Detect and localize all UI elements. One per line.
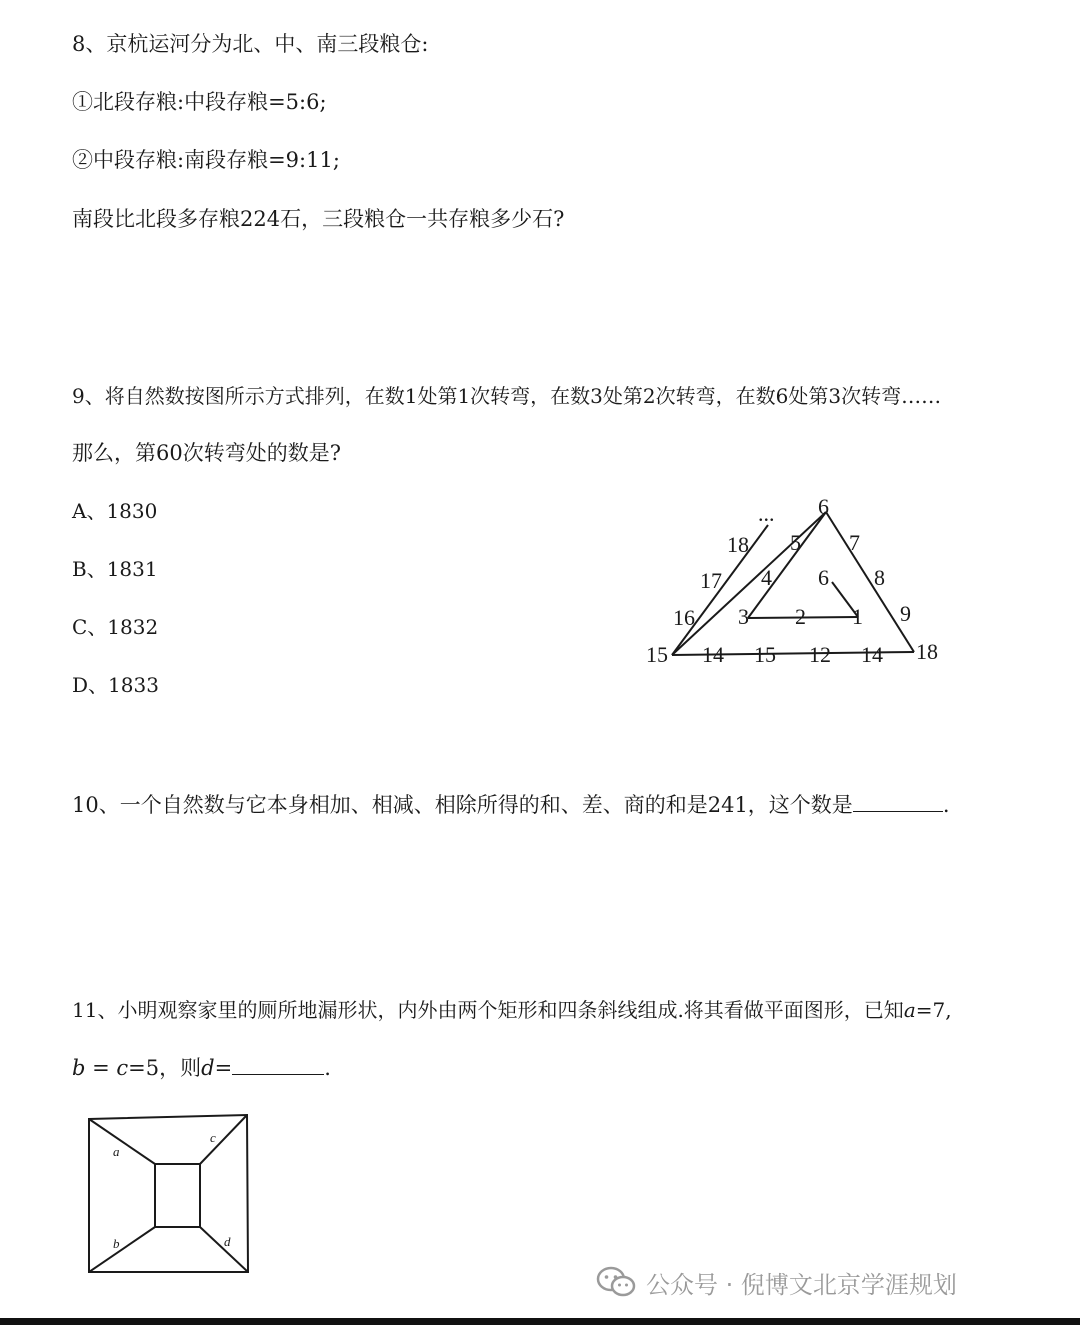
q10-text-before: 10、一个自然数与它本身相加、相减、相除所得的和、差、商的和是241，这个数是 (72, 793, 853, 817)
label-c: c (210, 1130, 216, 1145)
diag-c (200, 1115, 247, 1164)
q10-text (72, 791, 950, 819)
wechat-icon (596, 1265, 636, 1299)
q9-option-d: D、1833 (72, 673, 159, 697)
watermark-text: 公众号 · 倪博文北京学涯规划 (646, 1270, 957, 1299)
q9-line-2: 那么，第60次转弯处的数是? (72, 441, 341, 465)
label-top: 6 (818, 494, 829, 519)
label-14a: 14 (702, 642, 724, 667)
q11-var-a: a (903, 998, 916, 1022)
q10-text-after: . (942, 793, 950, 817)
label-15b: 15 (754, 642, 776, 667)
label-3: 3 (738, 604, 749, 629)
diag-b (89, 1227, 155, 1272)
label-14b: 14 (861, 642, 883, 667)
label-18b: 18 (916, 639, 938, 664)
q11-end: . (324, 1056, 331, 1080)
q11-eq: = (85, 1056, 117, 1080)
q9-option-c: C、1832 (72, 615, 159, 639)
q9-triangle-figure (640, 490, 950, 680)
label-2: 2 (795, 604, 806, 629)
q11-answer-blank[interactable] (232, 1054, 324, 1075)
q11-var-b: b (72, 1056, 86, 1080)
diag-a (89, 1119, 155, 1164)
inner-left-edge (748, 512, 826, 618)
q8-condition-1: ①北段存粮:中段存粮=5:6; (72, 90, 327, 114)
label-12: 12 (809, 642, 831, 667)
label-5: 5 (790, 530, 801, 555)
q11-drain-figure (80, 1108, 260, 1278)
watermark (596, 1264, 957, 1300)
q11-a-value: =7, (915, 998, 952, 1022)
q8-title: 8、京杭运河分为北、中、南三段粮仓: (72, 32, 429, 56)
q9-option-b: B、1831 (72, 557, 158, 581)
q9-line-1: 9、将自然数按图所示方式排列，在数1处第1次转弯，在数3处第2次转弯，在数6处第3次转弯…… (72, 384, 942, 408)
label-16: 16 (673, 605, 695, 630)
label-4: 4 (761, 565, 772, 590)
q11-line-2 (72, 1054, 331, 1082)
q9-option-a: A、1830 (72, 499, 158, 523)
label-15a: 15 (646, 642, 668, 667)
label-18a: 18 (727, 532, 749, 557)
q11-var-c: c (116, 1056, 129, 1080)
label-1: 1 (852, 604, 863, 629)
q8-condition-2: ②中段存粮:南段存粮=9:11; (72, 148, 340, 172)
label-9: 9 (900, 601, 911, 626)
q11-line-1-text: 11、小明观察家里的厕所地漏形状，内外由两个矩形和四条斜线组成.将其看做平面图形，已知 (72, 998, 904, 1022)
label-b: b (113, 1236, 120, 1251)
q10-answer-blank[interactable] (853, 791, 943, 812)
q11-line-1 (72, 996, 952, 1024)
q8-question: 南段比北段多存粮224石，三段粮仓一共存粮多少石? (72, 207, 565, 231)
label-d: d (224, 1234, 231, 1249)
q11-c-value: =5，则 (128, 1056, 202, 1080)
label-17: 17 (700, 568, 722, 593)
q11-d-eq: = (214, 1056, 233, 1080)
label-a: a (113, 1144, 120, 1159)
label-6b: 6 (818, 565, 829, 590)
label-7: 7 (849, 530, 860, 555)
inner-rect (155, 1164, 200, 1227)
label-dots: ... (758, 501, 775, 526)
outer-left-edge (672, 512, 826, 655)
q11-var-d: d (201, 1056, 215, 1080)
outer-right-edge (826, 512, 914, 652)
label-8: 8 (874, 565, 885, 590)
bottom-border (0, 1318, 1080, 1325)
